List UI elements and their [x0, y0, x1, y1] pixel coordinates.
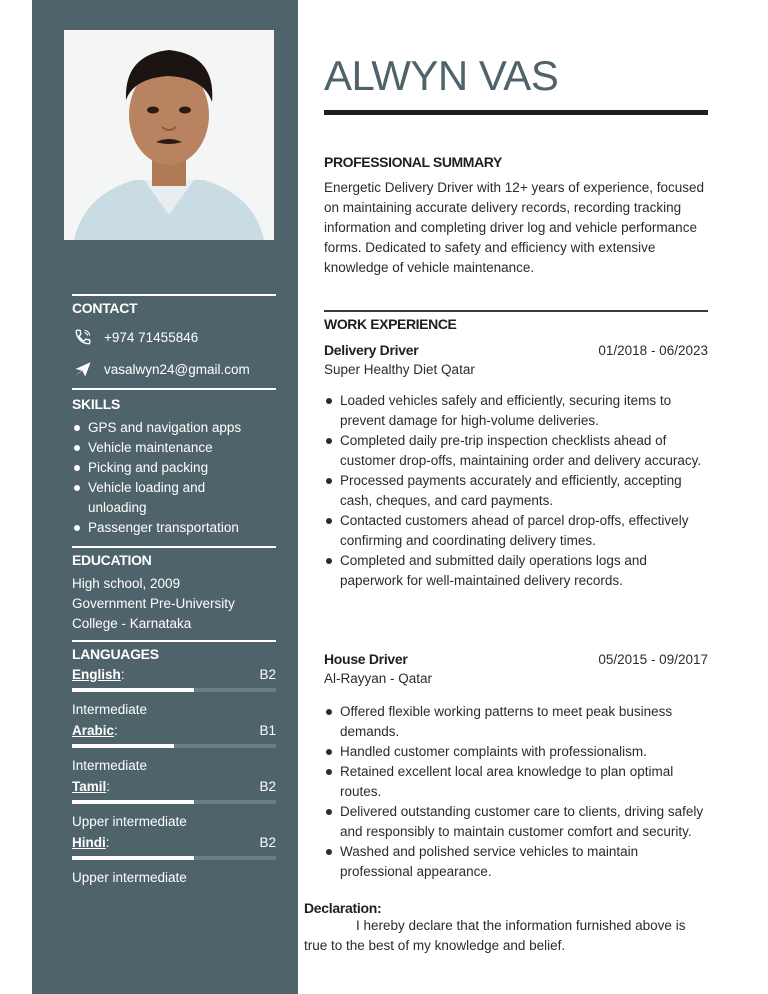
email-row	[72, 354, 276, 384]
name-divider	[324, 110, 708, 115]
language-name: Arabic	[72, 722, 115, 738]
language-code: B2	[259, 666, 276, 682]
phone-row	[72, 322, 276, 352]
job-title: Delivery Driver	[324, 342, 419, 358]
contact-section	[72, 294, 276, 384]
language-code: B2	[259, 778, 276, 794]
summary-heading: PROFESSIONAL SUMMARY	[324, 154, 502, 170]
languages-list	[72, 664, 276, 888]
candidate-name: ALWYN VAS	[324, 52, 559, 99]
language-label: Tamil:	[72, 778, 111, 794]
language-code: B1	[259, 722, 276, 738]
language-header	[72, 664, 276, 684]
job-title: House Driver	[324, 651, 408, 667]
language-item	[72, 832, 276, 888]
language-bar	[72, 688, 276, 692]
divider	[72, 640, 276, 642]
list-item: GPS and navigation apps	[72, 418, 276, 438]
language-item	[72, 664, 276, 720]
language-bar	[72, 856, 276, 860]
language-header	[72, 776, 276, 796]
language-name: Hindi	[72, 834, 106, 850]
list-item: Retained excellent local area knowledge to plan optimal routes.	[324, 762, 708, 802]
language-level: Intermediate	[72, 702, 148, 717]
divider	[72, 546, 276, 548]
skills-section	[72, 388, 276, 538]
portrait-image	[64, 30, 274, 240]
languages-heading: LANGUAGES	[72, 646, 159, 662]
list-item: Contacted customers ahead of parcel drop-offs, effectively confirming and coordinating delivery times.	[324, 511, 708, 551]
summary-text: Energetic Delivery Driver with 12+ years of experience, focused on maintaining accurate delivery records, recording tracking information and completing driver log and vehicle performance forms. Dedicated to safety and efficiency with extensive knowledge of vehicle maintenance.	[324, 180, 705, 275]
phone-icon	[72, 328, 94, 346]
skills-heading: SKILLS	[72, 396, 120, 412]
education-line-2: Government Pre-University College - Karnataka	[72, 596, 235, 631]
list-item: Delivered outstanding customer care to clients, driving safely and responsibly to maintain customer comfort and security.	[324, 802, 708, 842]
job-company: Super Healthy Diet Qatar	[324, 362, 475, 377]
language-item	[72, 776, 276, 832]
divider	[72, 388, 276, 390]
languages-section	[72, 640, 276, 888]
list-item: Vehicle loading and unloading	[72, 478, 242, 518]
divider	[72, 294, 276, 296]
list-item: Washed and polished service vehicles to maintain professional appearance.	[324, 842, 708, 882]
job-dates: 05/2015 - 09/2017	[598, 652, 708, 667]
experience-heading: WORK EXPERIENCE	[324, 316, 457, 332]
divider	[324, 310, 708, 312]
sidebar	[32, 0, 298, 994]
profile-photo	[64, 30, 274, 240]
declaration-section	[304, 900, 704, 956]
declaration-heading: Declaration:	[304, 900, 382, 916]
language-label: Arabic:	[72, 722, 118, 738]
language-code: B2	[259, 834, 276, 850]
contact-heading: CONTACT	[72, 300, 138, 316]
duties-list	[324, 702, 708, 882]
list-item: Completed daily pre-trip inspection checklists ahead of customer drop-offs, maintaining order and delivery accuracy.	[324, 431, 708, 471]
skills-list	[72, 418, 276, 538]
list-item: Picking and packing	[72, 458, 276, 478]
list-item: Offered flexible working patterns to meet peak business demands.	[324, 702, 708, 742]
list-item: Vehicle maintenance	[72, 438, 276, 458]
education-heading: EDUCATION	[72, 552, 152, 568]
language-bar-fill	[72, 688, 194, 692]
send-icon	[72, 360, 94, 378]
language-label: Hindi:	[72, 834, 110, 850]
job-entry-2	[324, 651, 708, 882]
language-label: English:	[72, 666, 125, 682]
phone-number: +974 71455846	[104, 329, 199, 345]
language-header	[72, 832, 276, 852]
language-bar	[72, 800, 276, 804]
language-bar-fill	[72, 744, 174, 748]
job-company: Al-Rayyan - Qatar	[324, 671, 433, 686]
list-item: Passenger transportation	[72, 518, 276, 538]
language-level: Upper intermediate	[72, 814, 187, 829]
language-header	[72, 720, 276, 740]
duties-list	[324, 391, 708, 591]
list-item: Loaded vehicles safely and efficiently, securing items to prevent damage for high-volume deliveries.	[324, 391, 708, 431]
language-name: Tamil	[72, 778, 107, 794]
education-section	[72, 546, 276, 634]
list-item: Completed and submitted daily operations logs and paperwork for well-maintained delivery records.	[324, 551, 708, 591]
list-item: Processed payments accurately and efficiently, accepting cash, cheques, and card payments.	[324, 471, 708, 511]
language-level: Upper intermediate	[72, 870, 187, 885]
education-line-1: High school, 2009	[72, 576, 181, 591]
list-item: Handled customer complaints with professionalism.	[324, 742, 708, 762]
language-bar	[72, 744, 276, 748]
language-level: Intermediate	[72, 758, 148, 773]
language-bar-fill	[72, 856, 194, 860]
job-entry-1	[324, 342, 708, 591]
language-bar-fill	[72, 800, 194, 804]
job-dates: 01/2018 - 06/2023	[598, 343, 708, 358]
language-item	[72, 720, 276, 776]
email-address: vasalwyn24@gmail.com	[104, 361, 250, 377]
declaration-text: I hereby declare that the information furnished above is true to the best of my knowledge and belief.	[304, 918, 686, 953]
language-name: English	[72, 666, 121, 682]
